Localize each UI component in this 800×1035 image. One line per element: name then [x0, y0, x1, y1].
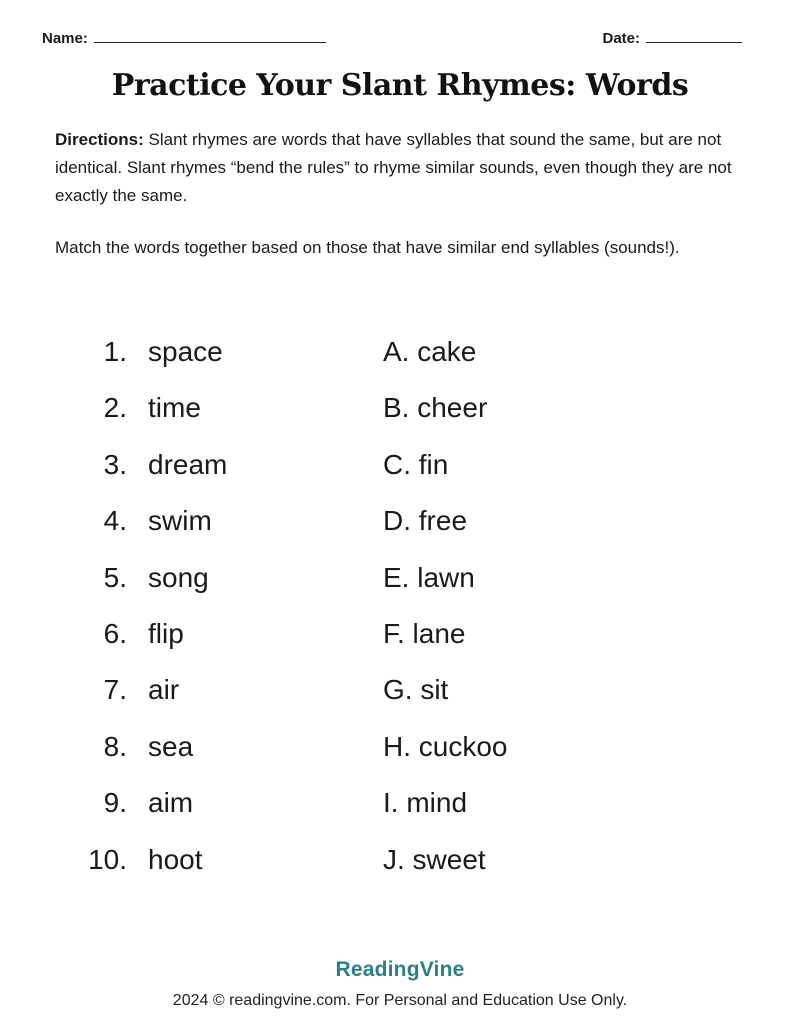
list-item	[80, 614, 320, 670]
name-blank-line[interactable]	[94, 30, 326, 43]
list-item	[80, 445, 320, 501]
readingvine-logo: ReadingVine	[335, 958, 465, 981]
list-item	[80, 727, 320, 783]
list-item: G. sit	[383, 674, 449, 706]
item-number: 2.	[103, 392, 127, 424]
item-number: 9.	[103, 787, 127, 819]
item-number: 5.	[103, 561, 127, 593]
list-item: A. cake	[383, 336, 477, 367]
item-word: flip	[148, 617, 184, 649]
list-item	[80, 558, 320, 614]
item-number: 7.	[103, 674, 127, 706]
list-item	[80, 501, 320, 557]
header-row	[42, 30, 742, 54]
list-item: C. fin	[383, 448, 449, 480]
item-number: 10.	[88, 843, 127, 875]
list-item: D. free	[383, 505, 468, 537]
word-list-left	[80, 332, 320, 896]
list-item: H. cuckoo	[383, 730, 508, 762]
item-number: 1.	[103, 336, 127, 367]
item-number: 8.	[103, 730, 127, 762]
date-blank-line[interactable]	[646, 30, 742, 43]
list-item: F. lane	[383, 617, 466, 649]
date-field	[602, 30, 742, 47]
directions-text: Slant rhymes are words that have syllables that sound the same, but are not identical. Slant rhymes “bend the rules” to rhyme similar sounds, even though they are not exactly the same.	[55, 130, 732, 205]
directions-label: Directions:	[55, 130, 144, 149]
item-word: aim	[148, 787, 194, 819]
list-item	[80, 840, 320, 896]
list-item	[80, 388, 320, 444]
footer-copyright: 2024 © readingvine.com. For Personal and Education Use Only.	[172, 992, 628, 1009]
directions	[55, 126, 765, 210]
item-word: sea	[148, 730, 194, 762]
item-word: hoot	[148, 843, 203, 875]
date-label: Date:	[602, 30, 640, 47]
list-item: I. mind	[383, 787, 468, 819]
list-item	[80, 332, 320, 388]
list-item: J. sweet	[383, 843, 486, 875]
name-field	[42, 30, 326, 47]
name-label: Name:	[42, 30, 88, 47]
list-item	[80, 783, 320, 839]
item-word: song	[148, 561, 209, 593]
list-item	[80, 670, 320, 726]
item-number: 3.	[103, 448, 127, 480]
list-item: B. cheer	[383, 392, 488, 424]
item-word: dream	[148, 448, 228, 480]
item-word: swim	[148, 505, 212, 537]
item-word: time	[148, 392, 201, 424]
page-title: Practice Your Slant Rhymes: Words	[111, 68, 689, 103]
item-number: 4.	[103, 505, 127, 537]
word-list-right	[383, 332, 703, 896]
item-word: air	[148, 674, 180, 706]
item-word: space	[148, 336, 223, 367]
match-instructions: Match the words together based on those that have similar end syllables (sounds!).	[55, 238, 680, 257]
item-number: 6.	[103, 617, 127, 649]
list-item: E. lawn	[383, 561, 475, 593]
